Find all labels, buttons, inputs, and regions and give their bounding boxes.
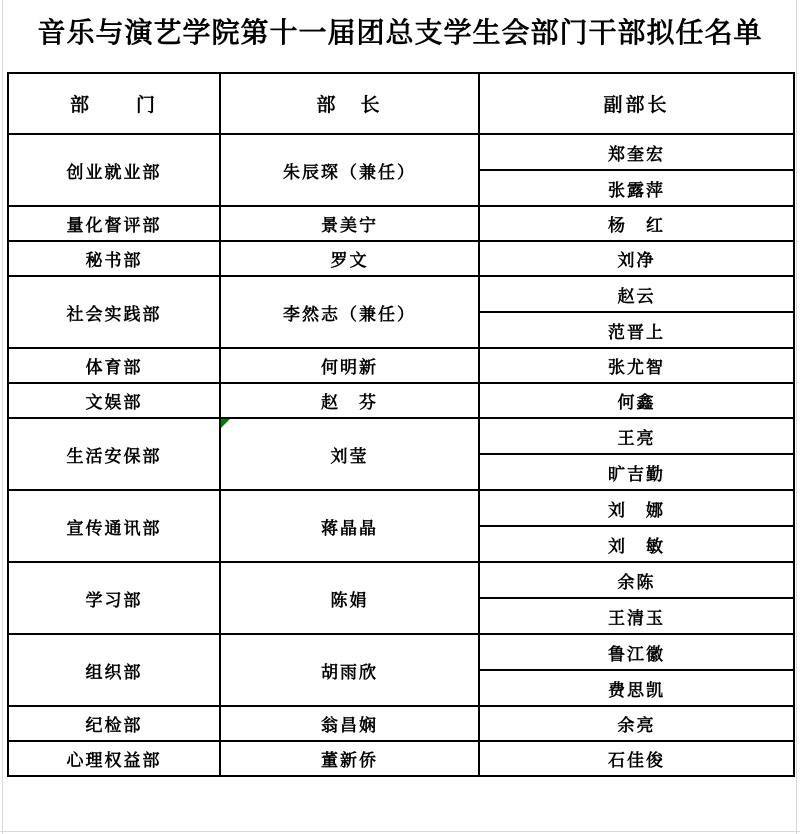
department-cell: 文娱部 — [8, 383, 220, 418]
department-cell: 纪检部 — [8, 706, 220, 741]
department-cell: 创业就业部 — [8, 134, 220, 206]
deputy-cell: 赵云 — [479, 276, 794, 312]
table-row — [8, 706, 794, 741]
table-row — [8, 383, 794, 418]
minister-cell: 李然志（兼任） — [220, 276, 479, 348]
deputy-cell: 旷吉勤 — [479, 454, 794, 490]
minister-cell: 翁昌娴 — [220, 706, 479, 741]
department-cell: 秘书部 — [8, 241, 220, 276]
deputy-cell: 王亮 — [479, 418, 794, 454]
minister-cell: 胡雨欣 — [220, 634, 479, 706]
deputy-cell: 石佳俊 — [479, 741, 794, 776]
department-cell: 生活安保部 — [8, 418, 220, 490]
deputy-cell: 余陈 — [479, 562, 794, 598]
minister-cell: 董新侨 — [220, 741, 479, 776]
background-gridline-bottom — [0, 831, 800, 832]
header-minister: 部 长 — [220, 73, 479, 134]
background-gridline-right — [796, 0, 797, 834]
deputy-cell: 刘 敏 — [479, 526, 794, 562]
roster-table — [7, 72, 795, 777]
deputy-cell: 鲁江徽 — [479, 634, 794, 670]
deputy-cell: 张露萍 — [479, 170, 794, 206]
minister-cell: 刘莹 — [220, 418, 479, 490]
department-cell: 宣传通讯部 — [8, 490, 220, 562]
minister-cell: 罗文 — [220, 241, 479, 276]
table-row — [8, 741, 794, 776]
deputy-cell: 何鑫 — [479, 383, 794, 418]
deputy-cell: 费思凯 — [479, 670, 794, 706]
department-cell: 学习部 — [8, 562, 220, 634]
department-cell: 组织部 — [8, 634, 220, 706]
minister-cell: 陈娟 — [220, 562, 479, 634]
table-row — [8, 634, 794, 670]
table-row — [8, 241, 794, 276]
department-cell: 社会实践部 — [8, 276, 220, 348]
deputy-cell: 王清玉 — [479, 598, 794, 634]
minister-cell: 景美宁 — [220, 206, 479, 241]
table-row — [8, 276, 794, 312]
deputy-cell: 刘 娜 — [479, 490, 794, 526]
minister-cell: 朱辰琛（兼任） — [220, 134, 479, 206]
minister-cell: 蒋晶晶 — [220, 490, 479, 562]
deputy-cell: 刘净 — [479, 241, 794, 276]
department-cell: 体育部 — [8, 348, 220, 383]
table-row — [8, 206, 794, 241]
background-gridline-left — [2, 0, 3, 834]
deputy-cell: 杨 红 — [479, 206, 794, 241]
table-row — [8, 134, 794, 170]
deputy-cell: 郑奎宏 — [479, 134, 794, 170]
department-cell: 心理权益部 — [8, 741, 220, 776]
deputy-cell: 余亮 — [479, 706, 794, 741]
deputy-cell: 张尤智 — [479, 348, 794, 383]
table-row — [8, 418, 794, 454]
table-row — [8, 348, 794, 383]
header-deputy: 副部长 — [479, 73, 794, 134]
minister-cell: 何明新 — [220, 348, 479, 383]
table-row — [8, 490, 794, 526]
header-department: 部 门 — [8, 73, 220, 134]
deputy-cell: 范晋上 — [479, 312, 794, 348]
table-row — [8, 562, 794, 598]
cell-error-indicator-icon — [221, 419, 230, 428]
department-cell: 量化督评部 — [8, 206, 220, 241]
header-row — [8, 73, 794, 134]
page-title: 音乐与演艺学院第十一届团总支学生会部门干部拟任名单 — [37, 17, 763, 48]
minister-cell: 赵 芬 — [220, 383, 479, 418]
table-body — [8, 134, 794, 776]
